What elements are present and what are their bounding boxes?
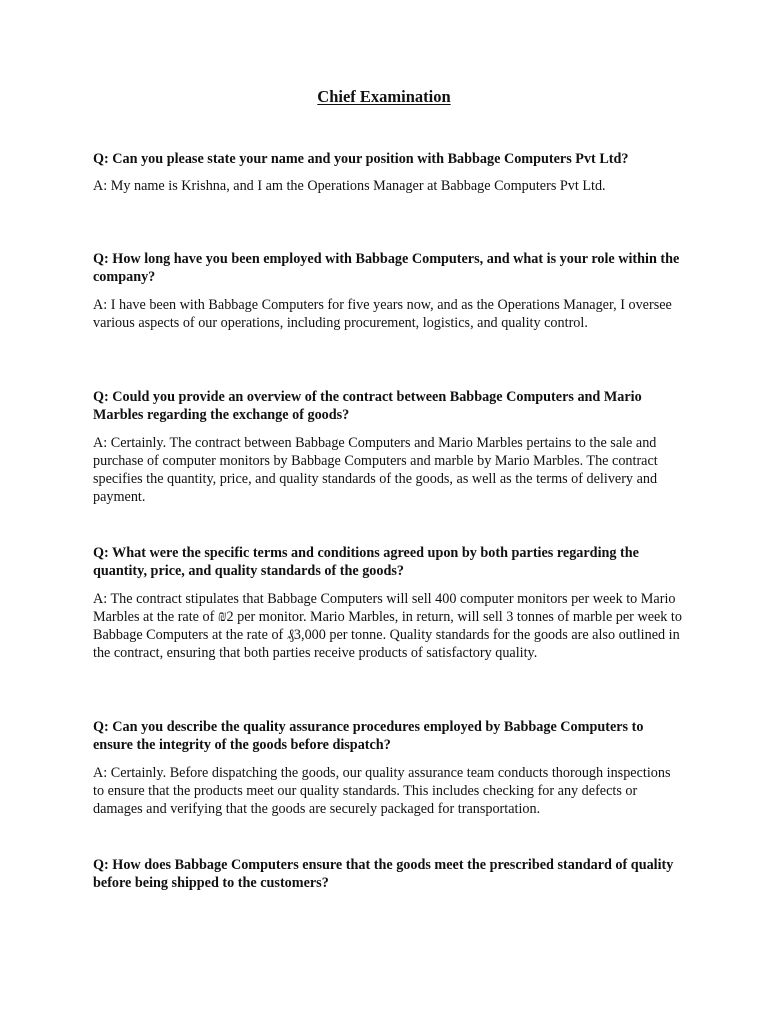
page-title: Chief Examination — [317, 87, 451, 106]
question-5: Q: Can you describe the quality assurance procedures employed by Babbage Computers to ensure the integrity of the goods before dispatch? — [93, 719, 644, 754]
qa-block-4 — [93, 544, 683, 663]
question-1: Q: Can you please state your name and your position with Babbage Computers Pvt Ltd? — [93, 151, 629, 167]
question-4: Q: What were the specific terms and conditions agreed upon by both parties regarding the quantity, price, and quality standards of the goods? — [93, 545, 639, 580]
qa-block-2 — [93, 250, 683, 332]
answer-3: A: Certainly. The contract between Babbage Computers and Mario Marbles pertains to the sale and purchase of computer monitors by Babbage Computers and marble by Mario Marbles. The contract specifies the quantity, price, and quality standards of the goods, as well as the terms of delivery and payment. — [93, 434, 658, 506]
question-2: Q: How long have you been employed with Babbage Computers, and what is your role within the company? — [93, 251, 680, 286]
qa-block-5 — [93, 718, 683, 818]
question-6: Q: How does Babbage Computers ensure that the goods meet the prescribed standard of quality before being shipped to the customers? — [93, 857, 674, 892]
answer-1: A: My name is Krishna, and I am the Operations Manager at Babbage Computers Pvt Ltd. — [93, 178, 606, 195]
qa-block-3 — [93, 388, 683, 507]
answer-2: A: I have been with Babbage Computers for five years now, and as the Operations Manager, I oversee various aspects of our operations, including procurement, logistics, and quality control. — [93, 296, 672, 331]
question-3: Q: Could you provide an overview of the contract between Babbage Computers and Mario Marbles regarding the exchange of goods? — [93, 389, 642, 424]
answer-4: A: The contract stipulates that Babbage Computers will sell 400 computer monitors per week to Mario Marbles at the rate of ₪2 per monitor. Mario Marbles, in return, will sell 3 tonnes of marble per week to Babbage Computers at the rate of ₰3,000 per tonne. Quality standards for the goods are also outlined in the contract, ensuring that both parties receive products of satisfactory quality. — [93, 590, 682, 662]
qa-block-1 — [93, 150, 683, 196]
answer-5: A: Certainly. Before dispatching the goods, our quality assurance team conducts thorough inspections to ensure that the products meet our quality standards. This includes checking for any defects or damages and verifying that the goods are securely packaged for transportation. — [93, 764, 671, 818]
qa-block-6 — [93, 856, 683, 893]
